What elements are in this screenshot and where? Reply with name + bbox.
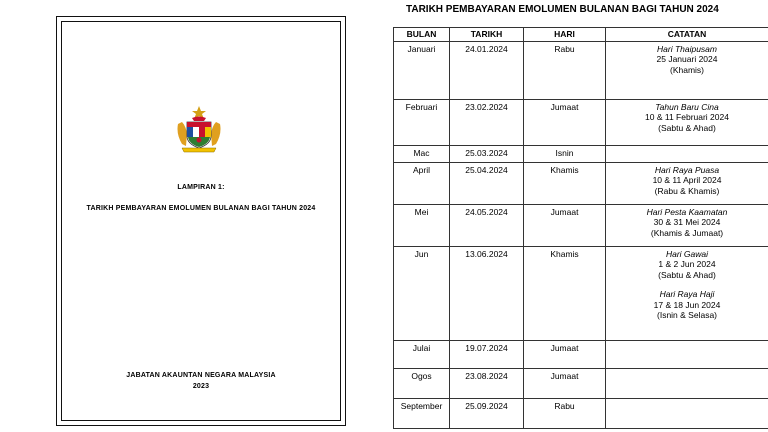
cell-bulan: Ogos	[394, 368, 450, 398]
cell-tarikh: 24.05.2024	[450, 204, 524, 246]
cell-catatan	[606, 162, 768, 204]
table-row	[394, 246, 768, 340]
holiday-name: Tahun Baru Cina	[655, 101, 719, 112]
cell-hari: Khamis	[524, 162, 606, 204]
table-body	[394, 41, 768, 428]
cell-catatan	[606, 145, 768, 162]
table-title: TARIKH PEMBAYARAN EMOLUMEN BULANAN BAGI TAHUN 2024	[406, 4, 719, 15]
holiday-days: (Khamis)	[669, 64, 704, 75]
cell-tarikh: 25.09.2024	[450, 398, 524, 428]
table-row	[394, 368, 768, 398]
cell-tarikh: 19.07.2024	[450, 340, 524, 368]
cover-lampiran: LAMPIRAN 1:	[177, 184, 225, 191]
cell-hari: Rabu	[524, 398, 606, 428]
cell-tarikh: 25.03.2024	[450, 145, 524, 162]
cell-bulan: Januari	[394, 41, 450, 99]
cover-department: JABATAN AKAUNTAN NEGARA MALAYSIA	[126, 372, 276, 379]
holiday-date: 30 & 31 Mei 2024	[653, 217, 721, 227]
table-row	[394, 340, 768, 368]
holiday-name: Hari Thaipusam	[657, 43, 717, 54]
header-bulan: BULAN	[394, 28, 450, 42]
cell-catatan	[606, 204, 768, 246]
holiday-name: Hari Raya Haji	[659, 289, 715, 299]
cell-hari: Jumaat	[524, 99, 606, 145]
table-row	[394, 398, 768, 428]
holiday-date: 25 Januari 2024	[656, 54, 718, 64]
cell-hari: Khamis	[524, 246, 606, 340]
cell-catatan	[606, 368, 768, 398]
table-row	[394, 99, 768, 145]
cell-hari: Rabu	[524, 41, 606, 99]
header-catatan: CATATAN	[606, 28, 768, 42]
cell-bulan: Mei	[394, 204, 450, 246]
malaysia-coat-of-arms-icon	[174, 104, 224, 154]
cell-bulan: Julai	[394, 340, 450, 368]
holiday-name: Hari Raya Puasa	[654, 164, 720, 175]
cell-hari: Isnin	[524, 145, 606, 162]
cover-border	[61, 21, 341, 421]
table-row	[394, 162, 768, 204]
holiday-date: 1 & 2 Jun 2024	[658, 259, 716, 269]
header-tarikh: TARIKH	[450, 28, 524, 42]
table-header-row	[394, 28, 768, 42]
table-row	[394, 204, 768, 246]
holiday-days: (Sabtu & Ahad)	[658, 122, 716, 133]
cell-tarikh: 25.04.2024	[450, 162, 524, 204]
cell-catatan	[606, 398, 768, 428]
note-spacer	[608, 280, 766, 289]
holiday-name: Hari Pesta Kaamatan	[646, 206, 728, 217]
cell-hari: Jumaat	[524, 340, 606, 368]
cell-catatan	[606, 340, 768, 368]
cell-hari: Jumaat	[524, 204, 606, 246]
cell-tarikh: 24.01.2024	[450, 41, 524, 99]
payment-schedule-table	[393, 27, 768, 429]
cover-page	[56, 16, 346, 426]
holiday-days: (Sabtu & Ahad)	[658, 269, 716, 280]
table-row	[394, 41, 768, 99]
cell-tarikh: 23.02.2024	[450, 99, 524, 145]
cell-catatan	[606, 99, 768, 145]
holiday-days: (Isnin & Selasa)	[657, 310, 717, 320]
cover-title: TARIKH PEMBAYARAN EMOLUMEN BULANAN BAGI TAHUN 2024	[86, 205, 316, 212]
holiday-date: 10 & 11 April 2024	[652, 175, 722, 185]
holiday-name: Hari Gawai	[665, 248, 709, 259]
cell-bulan: Jun	[394, 246, 450, 340]
cell-tarikh: 23.08.2024	[450, 368, 524, 398]
cell-bulan: Februari	[394, 99, 450, 145]
holiday-days: (Rabu & Khamis)	[654, 185, 720, 196]
cell-tarikh: 13.06.2024	[450, 246, 524, 340]
cell-bulan: Mac	[394, 145, 450, 162]
holiday-date: 17 & 18 Jun 2024	[653, 299, 721, 310]
holiday-days: (Khamis & Jumaat)	[650, 227, 724, 238]
cell-bulan: September	[394, 398, 450, 428]
cell-hari: Jumaat	[524, 368, 606, 398]
cover-year: 2023	[192, 383, 210, 390]
cell-catatan	[606, 246, 768, 340]
cell-catatan	[606, 41, 768, 99]
header-hari: HARI	[524, 28, 606, 42]
holiday-date: 10 & 11 Februari 2024	[645, 112, 729, 122]
table-row	[394, 145, 768, 162]
cell-bulan: April	[394, 162, 450, 204]
